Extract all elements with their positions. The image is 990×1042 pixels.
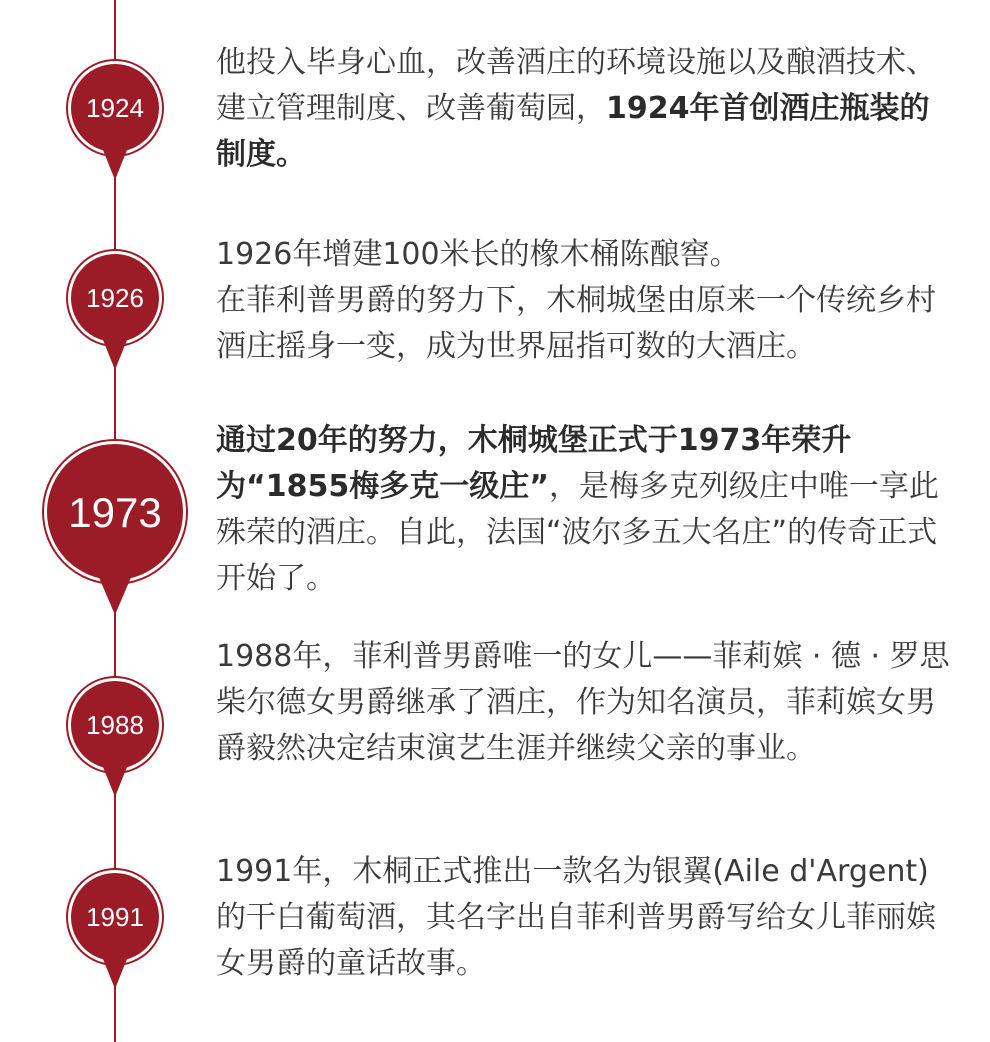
entry-text: 1991年，木桐正式推出一款名为银翼(Aile d'Argent)的干白葡萄酒，其名字出自菲利普男爵写给女儿菲丽嫔女男爵的童话故事。 (216, 854, 936, 981)
year-label: 1973 (68, 489, 162, 536)
year-marker-1991 (65, 867, 165, 991)
entry-text-highlight: 通过20年的努力，木桐城堡正式于1973年荣升为“1855梅多克一级庄” (216, 423, 852, 504)
entry-text (216, 418, 956, 602)
entry-text-regular: ，是梅多克列级庄中唯一享此殊荣的酒庄。自此，法国“波尔多五大名庄”的传奇正式开始了。 (216, 469, 939, 596)
entry-text (216, 40, 956, 178)
entry-text: 1988年，菲利普男爵唯一的女儿——菲莉嫔 · 德 · 罗思柴尔德女男爵继承了酒庄，作为知名演员，菲莉嫔女男爵毅然决定结束演艺生涯并继续父亲的事业。 (216, 639, 950, 766)
entry-1991 (216, 849, 956, 987)
year-label: 1926 (86, 283, 144, 313)
entry-1973 (216, 418, 956, 602)
entry-1988 (216, 634, 956, 772)
year-label: 1991 (86, 902, 144, 932)
entry-1924 (216, 40, 956, 178)
entry-text-highlight: 1924年首创酒庄瓶装的制度。 (216, 91, 930, 172)
year-marker-1973 (40, 439, 190, 617)
year-marker-1926 (65, 248, 165, 372)
entry-paragraph: 1926年增建100米长的橡木桶陈酿窖。 (216, 237, 740, 272)
year-marker-1924 (65, 58, 165, 182)
entry-1926 (216, 232, 956, 370)
entry-text-regular: 他投入毕身心血，改善酒庄的环境设施以及酿酒技术、建立管理制度、改善葡萄园， (216, 45, 936, 126)
year-marker-1988 (65, 675, 165, 799)
year-label: 1988 (86, 710, 144, 740)
year-label: 1924 (86, 93, 144, 123)
entry-paragraph: 在菲利普男爵的努力下，木桐城堡由原来一个传统乡村酒庄摇身一变，成为世界屈指可数的大酒庄。 (216, 283, 936, 364)
